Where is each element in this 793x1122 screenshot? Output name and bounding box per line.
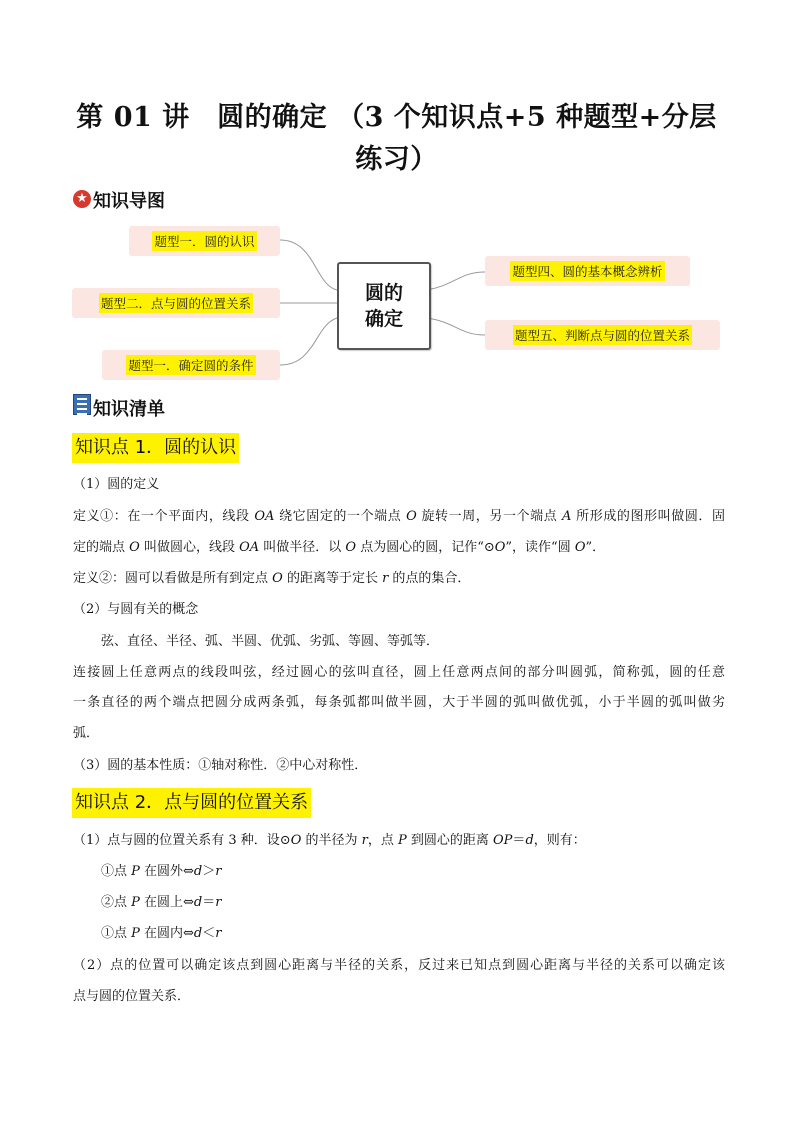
mindmap-center-line2: 确定 bbox=[364, 308, 403, 330]
mindmap-node-label: 题型一．确定圆的条件 bbox=[126, 355, 255, 375]
kp1-def1-line2: 定的端点 O 叫做圆心，线段 OA 叫做半径．以 O 点为圆心的圆，记作“⊙O”，读作“圆 O”． bbox=[73, 540, 606, 555]
mindmap-node-label: 题型五、判断点与圆的位置关系 bbox=[513, 325, 692, 345]
list-icon bbox=[73, 394, 91, 415]
knowledge-point-2-heading: 知识点 2．点与圆的位置关系 bbox=[72, 788, 311, 818]
kp2-line2-2: 点与圆的位置关系． bbox=[73, 989, 191, 1004]
kp1-def1-line1: 定义①：在一个平面内，线段 OA 绕它固定的一个端点 O 旋转一周，另一个端点 A 所形成的图形叫做圆．固 bbox=[73, 509, 726, 524]
mindmap-center-line1: 圆的 bbox=[364, 282, 403, 304]
kp1-para-line1: 连接圆上任意两点的线段叫弦，经过圆心的弦叫直径，圆上任意两点间的部分叫圆弧，简称弧，圆的任意 bbox=[73, 665, 725, 680]
mindmap-node-left-1 bbox=[129, 226, 280, 256]
connector-left-3 bbox=[280, 318, 337, 365]
kp2-relation-outside: ①点 P 在圆外⇔d＞r bbox=[101, 864, 222, 879]
kp1-terms: 弦、直径、半径、弧、半圆、优弧、劣弧、等圆、等弧等． bbox=[101, 634, 440, 649]
kp1-para-line3: 弧． bbox=[73, 726, 100, 741]
kp2-relation-inside: ①点 P 在圆内⇔d＜r bbox=[101, 926, 222, 941]
kp1-sub3: （3）圆的基本性质：①轴对称性．②中心对称性． bbox=[73, 758, 368, 773]
mindmap-node-right-1 bbox=[485, 256, 690, 286]
mindmap-node-label: 题型一．圆的认识 bbox=[152, 231, 256, 251]
connector-left-1 bbox=[280, 240, 337, 290]
kp2-relation-on: ②点 P 在圆上⇔d＝r bbox=[101, 895, 222, 910]
section-heading-list: 知识清单 bbox=[93, 399, 165, 420]
mindmap-center bbox=[337, 262, 431, 350]
kp1-para-line2: 一条直径的两个端点把圆分成两条弧，每条弧都叫做半圆，大于半圆的弧叫做优弧，小于半圆的弧叫做劣 bbox=[73, 695, 725, 710]
connector-right-2 bbox=[427, 318, 485, 335]
kp2-line2-1: （2）点的位置可以确定该点到圆心距离与半径的关系，反过来已知点到圆心距离与半径的关系可以确定该 bbox=[73, 958, 725, 973]
knowledge-point-1-heading: 知识点 1．圆的认识 bbox=[72, 433, 239, 463]
kp1-sub2: （2）与圆有关的概念 bbox=[73, 602, 199, 617]
connector-right-1 bbox=[427, 272, 485, 290]
mindmap-node-label: 题型二．点与圆的位置关系 bbox=[99, 293, 253, 313]
kp1-def2: 定义②：圆可以看做是所有到定点 O 的距离等于定长 r 的点的集合． bbox=[73, 571, 471, 586]
mindmap-node-right-2 bbox=[485, 320, 720, 350]
star-icon: ★ bbox=[73, 190, 91, 208]
kp2-line1: （1）点与圆的位置关系有 3 种．设⊙O 的半径为 r，点 P 到圆心的距离 OP＝d，则有： bbox=[73, 833, 586, 848]
mindmap-node-left-2 bbox=[72, 288, 280, 318]
kp1-sub1: （1）圆的定义 bbox=[73, 477, 160, 492]
page-title-line2: 练习） bbox=[355, 144, 438, 175]
mindmap-node-left-3 bbox=[102, 350, 280, 380]
page-title-line1: 第 01 讲 圆的确定 （3 个知识点+5 种题型+分层 bbox=[76, 102, 717, 133]
section-heading-mindmap: 知识导图 bbox=[93, 191, 165, 212]
mindmap-node-label: 题型四、圆的基本概念辨析 bbox=[510, 261, 664, 281]
